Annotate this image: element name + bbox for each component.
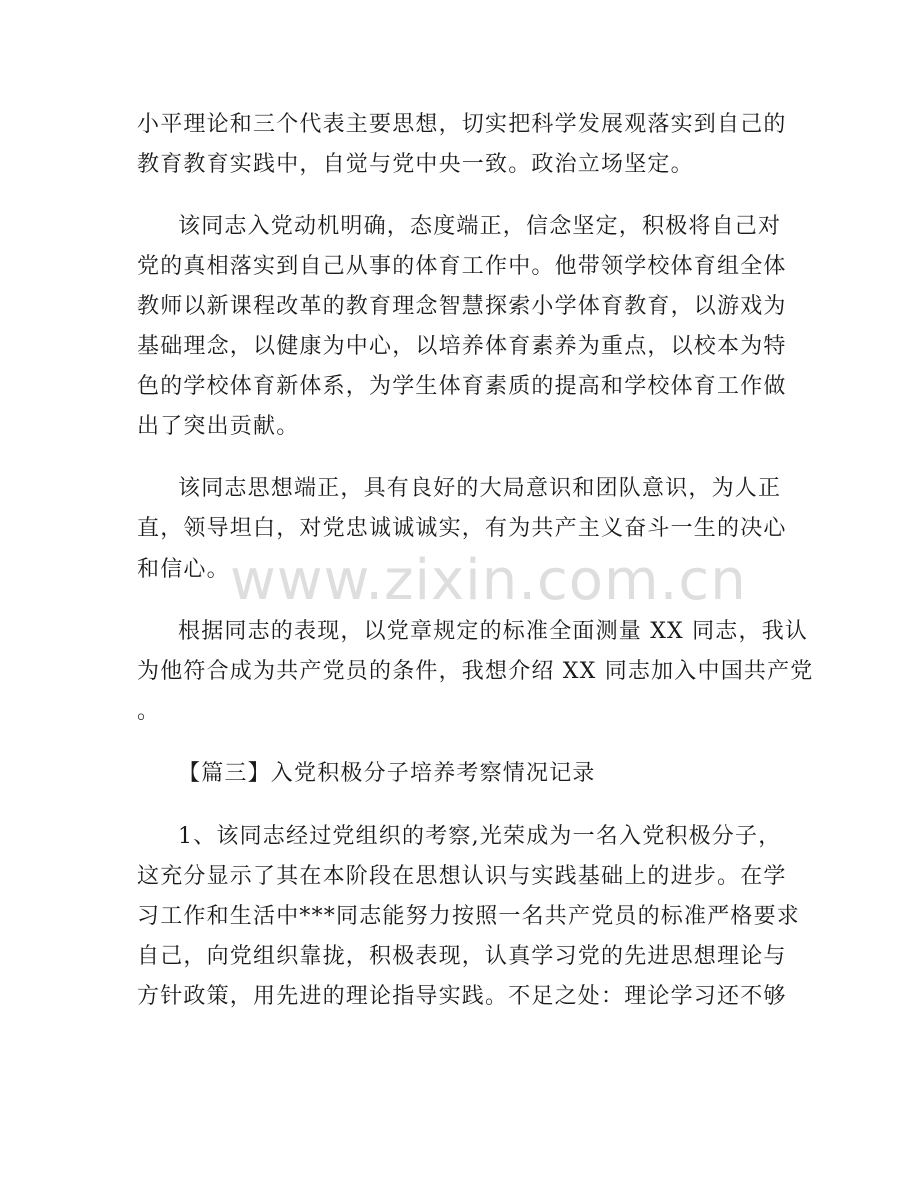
text-line: 这充分显示了其在本阶段在思想认识与实践基础上的进步。在学 xyxy=(137,864,787,889)
text-line: 方针政策，用先进的理论指导实践。不足之处：理论学习还不够 xyxy=(137,984,787,1009)
text-line: 色的学校体育新体系，为学生体育素质的提高和学校体育工作做 xyxy=(137,374,787,399)
paragraph-first-line: 该同志思想端正，具有良好的大局意识和团队意识，为人正 xyxy=(178,476,782,501)
paragraph-first-line: 1、该同志经过党组织的考察,光荣成为一名入党积极分子， xyxy=(178,824,782,849)
text-line: 为他符合成为共产党员的条件，我想介绍 XX 同志加入中国共产党 xyxy=(137,659,814,684)
text-line: 。 xyxy=(137,699,161,724)
section-heading: 【篇三】入党积极分子培养考察情况记录 xyxy=(178,761,596,786)
text-line: 教育教育实践中，自觉与党中央一致。政治立场坚定。 xyxy=(137,152,694,177)
paragraph-first-line: 根据同志的表现，以党章规定的标准全面测量 XX 同志，我认 xyxy=(178,619,809,644)
text-line: 和信心。 xyxy=(137,557,230,582)
text-line: 基础理念，以健康为中心，以培养体育素养为重点，以校本为特 xyxy=(137,334,787,359)
text-line: 自己，向党组织靠拢，积极表现，认真学习党的先进思想理论与 xyxy=(137,944,787,969)
paragraph-first-line: 该同志入党动机明确，态度端正，信念坚定，积极将自己对 xyxy=(178,214,782,239)
text-line: 直，领导坦白，对党忠诚诚诚实，有为共产主义奋斗一生的决心 xyxy=(137,516,787,541)
text-line: 习工作和生活中***同志能努力按照一名共产党员的标准严格要求 xyxy=(137,904,801,929)
text-line: 教师以新课程改革的教育理念智慧探索小学体育教育，以游戏为 xyxy=(137,294,787,319)
text-line: 党的真相落实到自己从事的体育工作中。他带领学校体育组全体 xyxy=(137,254,787,279)
text-line: 出了突出贡献。 xyxy=(137,414,300,439)
watermark: www.zixin.com.cn xyxy=(230,548,747,613)
text-line: 小平理论和三个代表主要思想，切实把科学发展观落实到自己的 xyxy=(137,112,787,137)
